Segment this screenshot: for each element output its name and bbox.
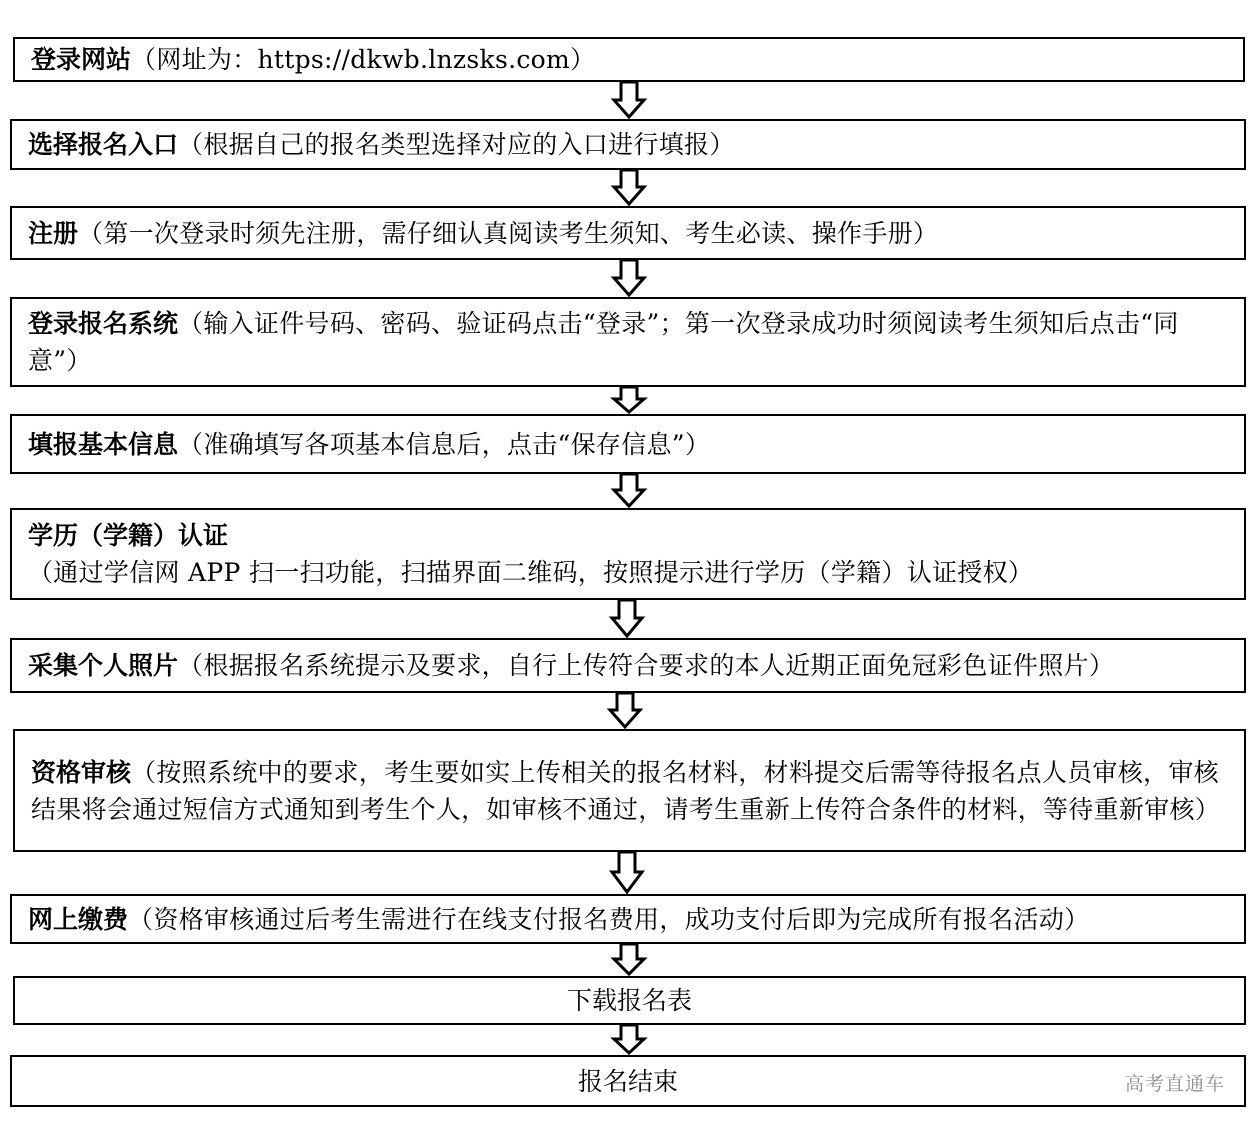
step-description: （网址为：https://dkwb.lnzsks.com）	[131, 45, 596, 74]
down-arrow-icon	[612, 474, 646, 508]
step-title: 选择报名入口	[28, 130, 179, 159]
down-arrow-icon	[610, 600, 644, 638]
step-title: 填报基本信息	[28, 429, 179, 459]
step-title: 登录报名系统	[28, 309, 179, 338]
step-registration-end	[10, 1055, 1246, 1107]
step-description: （准确填写各项基本信息后，点击“保存信息”）	[178, 429, 711, 459]
step-title: 采集个人照片	[28, 651, 179, 680]
step-description: （根据报名系统提示及要求，自行上传符合要求的本人近期正面免冠彩色证件照片）	[178, 651, 1115, 680]
step-title: 注册	[28, 218, 79, 248]
step-title: 学历（学籍）认证	[28, 521, 229, 550]
step-degree-verification	[10, 508, 1246, 600]
step-title: 登录网站	[31, 45, 132, 74]
step-download-form	[13, 976, 1246, 1025]
down-arrow-icon	[608, 693, 642, 729]
step-register	[10, 206, 1246, 260]
step-title: 网上缴费	[28, 904, 129, 934]
step-description: （第一次登录时须先注册，需仔细认真阅读考生须知、考生必读、操作手册）	[78, 218, 939, 248]
down-arrow-icon	[610, 852, 644, 894]
step-title: 资格审核	[31, 757, 132, 787]
step-description: （根据自己的报名类型选择对应的入口进行填报）	[178, 130, 735, 159]
step-description: （通过学信网 APP 扫一扫功能，扫描界面二维码，按照提示进行学历（学籍）认证授权）	[28, 558, 1034, 587]
step-basic-info	[10, 414, 1246, 474]
step-login-system	[10, 297, 1246, 387]
step-online-payment	[10, 894, 1246, 944]
down-arrow-icon	[612, 1025, 646, 1055]
watermark: 高考直通车	[1124, 1073, 1225, 1095]
step-description: （输入证件号码、密码、验证码点击“登录”；第一次登录成功时须阅读考生须知后点击“同意”）	[28, 309, 1179, 375]
step-description: （资格审核通过后考生需进行在线支付报名费用，成功支付后即为完成所有报名活动）	[128, 904, 1090, 934]
step-photo-collection	[10, 638, 1246, 693]
step-title: 报名结束	[577, 1066, 678, 1096]
down-arrow-icon	[612, 170, 646, 206]
step-qualification-review	[13, 729, 1246, 852]
step-login-website	[13, 37, 1245, 82]
step-title: 下载报名表	[566, 986, 692, 1015]
down-arrow-icon	[612, 944, 646, 976]
down-arrow-icon	[612, 260, 646, 297]
step-description: （按照系统中的要求，考生要如实上传相关的报名材料，材料提交后需等待报名点人员审核，审核结果将会通过短信方式通知到考生个人，如审核不通过，请考生重新上传符合条件的材料，等待重新审核）	[31, 757, 1221, 824]
step-choose-entry	[10, 119, 1246, 170]
down-arrow-icon	[612, 82, 646, 119]
down-arrow-icon	[612, 387, 646, 414]
